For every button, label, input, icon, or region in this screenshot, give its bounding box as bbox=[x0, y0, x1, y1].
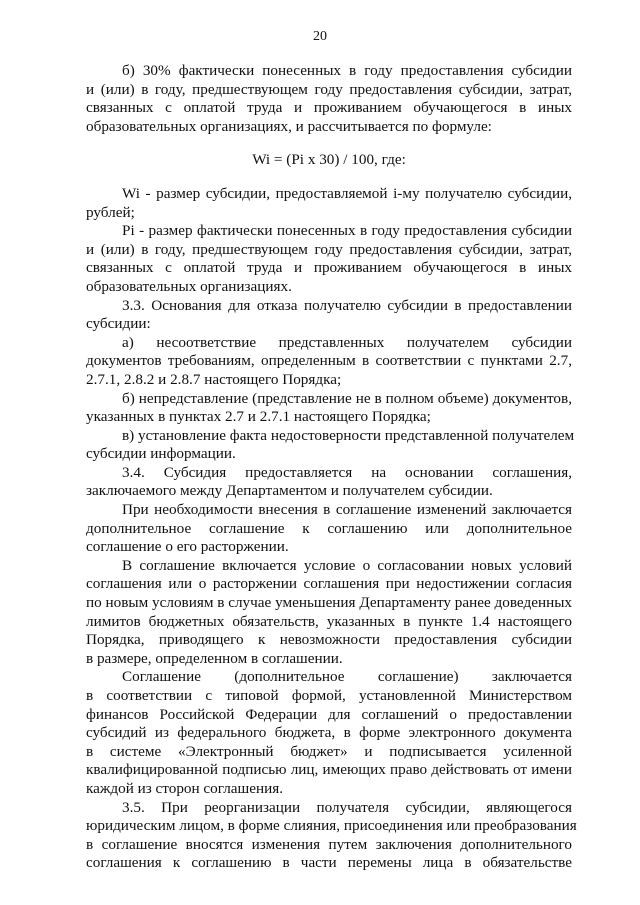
text-line: соглашения или о расторжении соглашения при недостижении согласия bbox=[86, 575, 572, 593]
text-line: в) установление факта недостоверности представленной получателем bbox=[122, 426, 575, 444]
paragraph-gap bbox=[86, 170, 572, 185]
text-line: в соответствии с типовой формой, установленной Министерством bbox=[86, 687, 572, 704]
page-number: 20 bbox=[313, 29, 327, 44]
text-line: субсидии: bbox=[86, 315, 151, 333]
text-line: Pi - размер фактически понесенных в году предоставления субсидии bbox=[122, 222, 572, 240]
paragraph-gap bbox=[86, 136, 572, 151]
text-line: 2.7.1, 2.8.2 и 2.8.7 настоящего Порядка; bbox=[86, 370, 342, 388]
text-line: Wi - размер субсидии, предоставляемой i-му получателю субсидии, bbox=[122, 184, 572, 202]
document-body bbox=[86, 62, 577, 873]
text-line: каждой из сторон соглашения. bbox=[86, 779, 284, 797]
text-line: лимитов бюджетных обязательств, указанных в пункте 1.4 настоящего bbox=[86, 612, 572, 630]
formula-line: Wi = (Pi x 30) / 100, где: bbox=[252, 151, 406, 169]
text-line: по новым условиям в случае уменьшения Департаменту ранее доведенных bbox=[86, 594, 572, 612]
text-line: квалифицированной подписью лиц, имеющих право действовать от имени bbox=[86, 761, 572, 779]
text-line: соглашения к соглашению в части перемены лица в обязательстве bbox=[86, 854, 572, 872]
text-line: и (или) в году, предшествующем году предоставления субсидии, затрат, bbox=[86, 240, 572, 258]
text-line: б) непредставление (представление не в полном объеме) документов, bbox=[122, 389, 572, 407]
text-line: 3.4. Субсидия предоставляется на основании соглашения, bbox=[122, 463, 572, 481]
text-line: в соглашение вносятся изменения путем заключения дополнительного bbox=[86, 835, 572, 853]
text-line: юридическим лицом, в форме слияния, присоединения или преобразования bbox=[86, 817, 577, 835]
text-line: образовательных организациях, и рассчитывается по формуле: bbox=[86, 117, 492, 135]
text-line: документов требованиям, определенным в соответствии с пунктами 2.7, bbox=[86, 352, 572, 370]
text-line: в системе «Электронный бюджет» и подписывается усиленной bbox=[86, 742, 572, 760]
text-line: и (или) в году, предшествующем году предоставления субсидии, затрат, bbox=[86, 80, 572, 98]
text-line: рублей; bbox=[86, 203, 135, 221]
text-line: указанных в пунктах 2.7 и 2.7.1 настоящего Порядка; bbox=[86, 408, 431, 426]
text-line: в размере, определенном в соглашении. bbox=[86, 649, 343, 667]
text-line: дополнительное соглашение к соглашению или дополнительное bbox=[86, 519, 572, 537]
text-line: б) 30% фактически понесенных в году предоставления субсидии bbox=[122, 62, 572, 79]
text-line: финансов Российской Федерации для соглашений о предоставлении bbox=[86, 705, 572, 723]
text-line: субсидий из федерального бюджета, в форме электронного документа bbox=[86, 724, 572, 742]
text-line: заключаемого между Департаментом и получателем субсидии. bbox=[86, 482, 493, 500]
text-line: При необходимости внесения в соглашение изменений заключается bbox=[122, 501, 572, 519]
text-line: 3.3. Основания для отказа получателю субсидии в предоставлении bbox=[122, 296, 572, 314]
text-line: В соглашение включается условие о согласовании новых условий bbox=[122, 556, 572, 574]
text-line: связанных с оплатой труда и проживанием обучающегося в иных bbox=[86, 259, 572, 277]
text-line: связанных с оплатой труда и проживанием обучающегося в иных bbox=[86, 99, 572, 117]
text-line: а) несоответствие представленных получателем субсидии bbox=[122, 333, 572, 351]
text-line: Порядка, приводящего к невозможности предоставления субсидии bbox=[86, 631, 572, 649]
text-line: субсидии информации. bbox=[86, 445, 236, 463]
text-line: 3.5. При реорганизации получателя субсидии, являющегося bbox=[122, 798, 572, 816]
text-line: соглашение о его расторжении. bbox=[86, 538, 289, 556]
text-line: Соглашение (дополнительное соглашение) заключается bbox=[122, 668, 572, 686]
text-line: образовательных организациях. bbox=[86, 277, 292, 295]
